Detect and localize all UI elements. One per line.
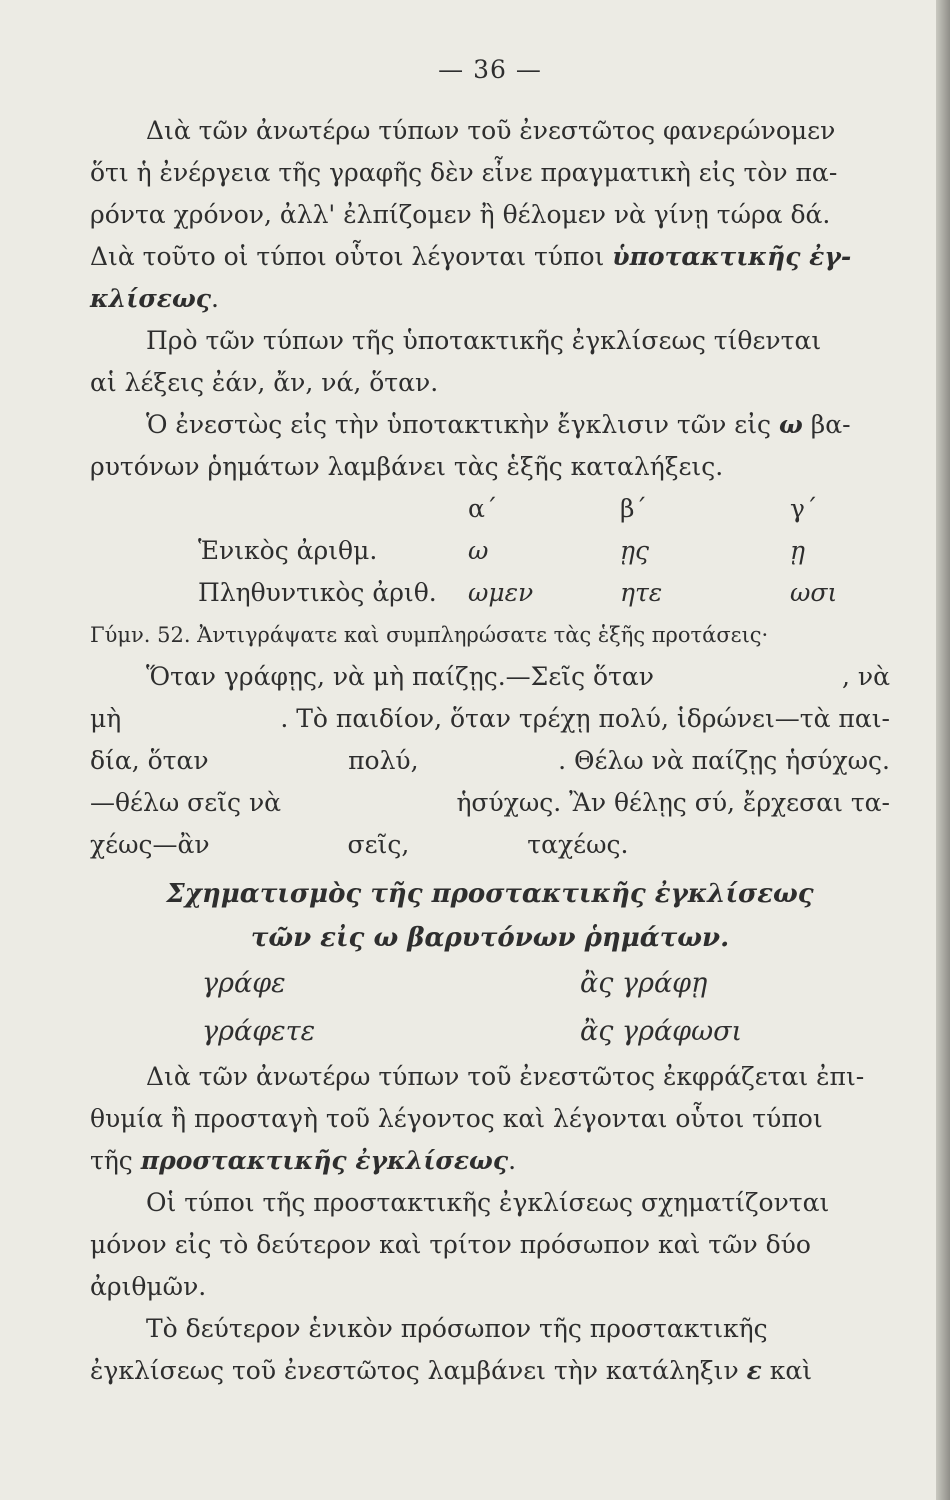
text-fragment: . [211, 284, 219, 313]
term-subjunctive: ὑποτακτικῆς ἐγ- [612, 242, 852, 271]
exercise-line [90, 740, 890, 782]
imperative-form: γράφε [202, 968, 286, 999]
text-fragment: ταχέως. [527, 830, 629, 859]
section-heading: τῶν εἰς ω βαρυτόνων ῥημάτων. [250, 923, 730, 953]
text-line [90, 278, 890, 320]
imperative-forms-row [90, 960, 890, 1008]
text-line: ὅτι ἡ ἐνέργεια τῆς γραφῆς δὲν εἶνε πραγματικὴ εἰς τὸν πα- [90, 158, 838, 187]
term-imperative: προστακτικῆς ἐγκλίσεως [140, 1146, 509, 1175]
text-fragment: ἐγκλίσεως τοῦ ἐνεστῶτος λαμβάνει τὴν κατάληξιν [90, 1356, 739, 1385]
text-fragment: . [508, 1146, 517, 1175]
page-edge-shadow [936, 0, 950, 1500]
ending-epsilon: ε [746, 1356, 762, 1385]
endings-table-header [90, 488, 890, 530]
text-fragment: χέως—ἂν [90, 830, 210, 859]
book-page [90, 55, 890, 1392]
text-line: Τὸ δεύτερον ἑνικὸν πρόσωπον τῆς προστακτικῆς [146, 1314, 768, 1343]
text-line [90, 1350, 890, 1392]
text-fragment: , νὰ [842, 662, 890, 691]
text-line: Πρὸ τῶν τύπων τῆς ὑποτακτικῆς ἐγκλίσεως τίθενται [146, 326, 822, 355]
row-label: Ἑνικὸς ἀριθμ. [198, 536, 378, 565]
exercise-line [90, 698, 890, 740]
imperative-form: γράφετε [202, 1016, 316, 1047]
text-line: ρυτόνων ῥημάτων λαμβάνει τὰς ἑξῆς καταλήξεις. [90, 452, 724, 481]
text-fragment: καὶ [769, 1356, 813, 1385]
ending-cell: ῃς [620, 536, 649, 565]
text-fragment: . Θέλω νὰ παίζῃς ἡσύχως. [558, 746, 890, 775]
text-fragment: ἡσύχως. Ἂν θέλῃς σύ, ἔρχεσαι τα- [456, 788, 890, 817]
text-fragment: Διὰ τοῦτο οἱ τύποι οὗτοι λέγονται τύποι [90, 242, 605, 271]
ending-cell: ῃ [790, 536, 805, 565]
text-fragment: δία, ὅταν [90, 746, 209, 775]
text-line: θυμία ἢ προσταγὴ τοῦ λέγοντος καὶ λέγονται οὗτοι τύποι [90, 1104, 823, 1133]
text-fragment: μὴ [90, 704, 122, 733]
row-label: Πληθυντικὸς ἀριθ. [198, 578, 437, 607]
text-fragment: σεῖς, [347, 830, 410, 859]
endings-table-row-plural [90, 572, 890, 614]
ending-cell: ωσι [790, 578, 838, 607]
text-line [90, 404, 890, 446]
imperative-forms-row [90, 1008, 890, 1056]
text-fragment: . Τὸ παιδίον, ὅταν τρέχῃ πολύ, ἱδρώνει—τὰ παι- [280, 704, 890, 733]
column-header: α΄ [468, 494, 498, 523]
text-fragment: —θέλω σεῖς νὰ [90, 788, 282, 817]
text-line: αἱ λέξεις ἐάν, ἄν, νά, ὅταν. [90, 368, 439, 397]
imperative-form: ἂς γράφωσι [580, 1016, 743, 1047]
ending-cell: ω [468, 536, 489, 565]
ending-cell: ωμεν [468, 578, 534, 607]
term-subjunctive-continued: κλίσεως [90, 284, 212, 313]
exercise-line [90, 782, 890, 824]
text-fragment: πολύ, [348, 746, 419, 775]
text-line: Διὰ τῶν ἀνωτέρω τύπων τοῦ ἐνεστῶτος ἐκφράζεται ἐπι- [146, 1062, 865, 1091]
exercise-line [90, 656, 890, 698]
column-header: γ΄ [790, 494, 818, 523]
text-fragment: Ὅταν γράφῃς, νὰ μὴ παίζῃς.—Σεῖς ὅταν [146, 662, 654, 691]
text-line: ἀριθμῶν. [90, 1272, 207, 1301]
section-heading: Σχηματισμὸς τῆς προστακτικῆς ἐγκλίσεως [166, 879, 814, 909]
text-line: Διὰ τῶν ἀνωτέρω τύπων τοῦ ἐνεστῶτος φανερώνομεν [146, 116, 836, 145]
ending-omega: ω [779, 410, 803, 439]
imperative-form: ἂς γράφῃ [580, 968, 708, 999]
text-fragment: Ὁ ἐνεστὼς εἰς τὴν ὑποτακτικὴν ἔγκλισιν τῶν εἰς [146, 410, 772, 439]
text-fragment: τῆς [90, 1146, 133, 1175]
exercise-intro: Γύμν. 52. Ἀντιγράψατε καὶ συμπληρώσατε τὰς ἑξῆς προτάσεις· [90, 623, 769, 647]
exercise-line [90, 824, 890, 866]
text-line: μόνον εἰς τὸ δεύτερον καὶ τρίτον πρόσωπον καὶ τῶν δύο [90, 1230, 811, 1259]
text-line [90, 1140, 890, 1182]
text-line: ρόντα χρόνον, ἀλλ' ἐλπίζομεν ἢ θέλομεν νὰ γίνῃ τώρα δά. [90, 200, 831, 229]
text-fragment: βα- [810, 410, 851, 439]
page-number: — 36 — [438, 55, 542, 84]
endings-table-row-singular [90, 530, 890, 572]
text-line: Οἱ τύποι τῆς προστακτικῆς ἐγκλίσεως σχηματίζονται [146, 1188, 830, 1217]
column-header: β΄ [620, 494, 647, 523]
text-line [90, 236, 890, 278]
ending-cell: ητε [620, 578, 663, 607]
